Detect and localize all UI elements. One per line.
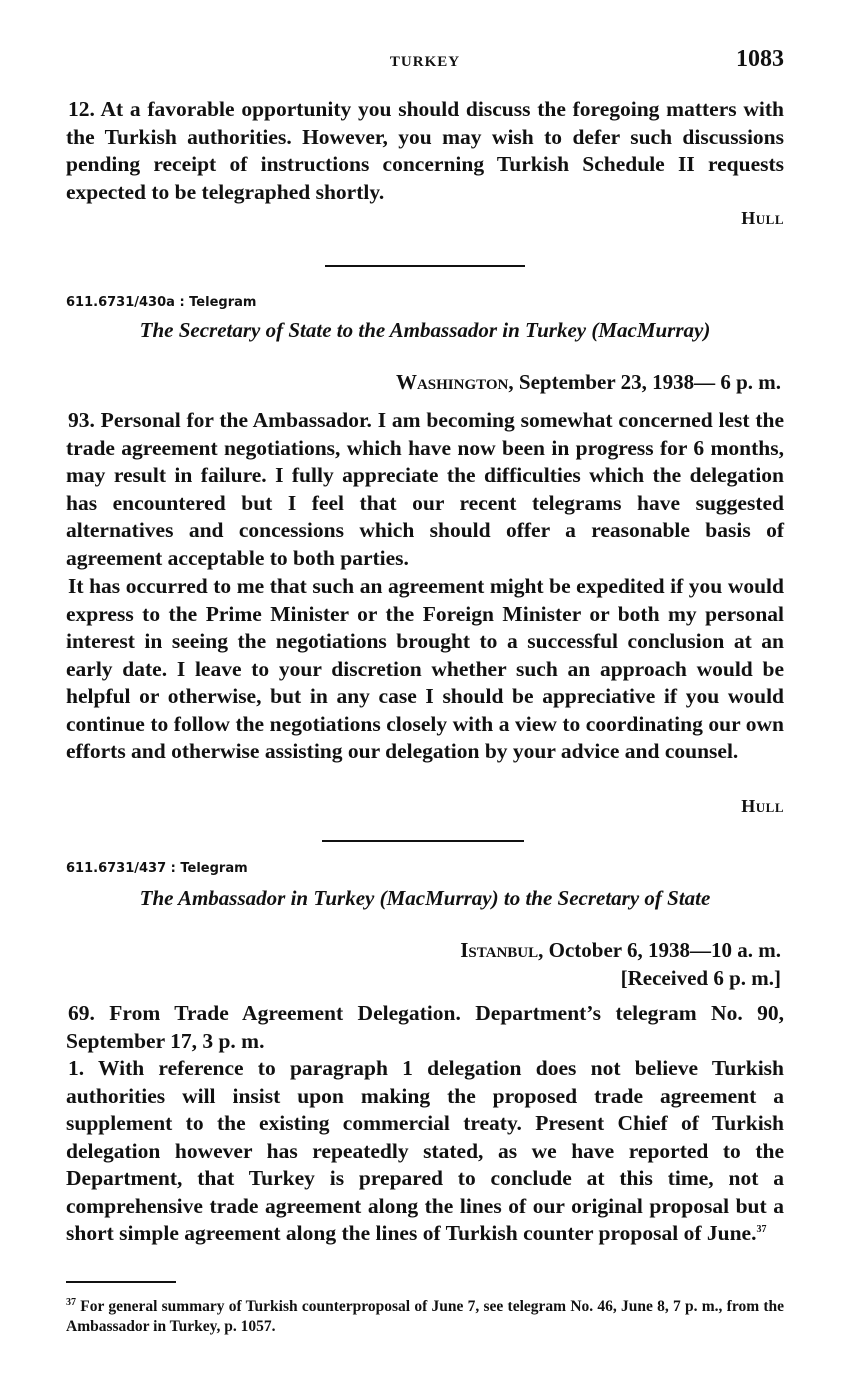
file-reference: 611.6731/437 : Telegram bbox=[66, 861, 248, 876]
section-divider bbox=[322, 840, 524, 842]
dateline bbox=[396, 370, 781, 395]
paragraph-1 bbox=[66, 1055, 784, 1248]
section-divider bbox=[325, 265, 525, 267]
footnote-marker: 37 bbox=[66, 1296, 76, 1308]
dateline bbox=[460, 938, 781, 963]
dateline-place: Istanbul bbox=[460, 938, 539, 962]
paragraph-12: 12. At a favorable opportunity you should discuss the foregoing matters with the Turkish authorities. However, you may wish to defer such discussions pending receipt of instructions concerning Turkish Schedule II requests expected to be telegraphed shortly. bbox=[66, 97, 784, 204]
paragraph-1-text: 1. With reference to paragraph 1 delegation does not believe Turkish authorities will insist upon making the proposed trade agreement a supplement to the existing commercial treaty. Present Chief of Turkish delegation however has repeatedly stated, as we have reported to the Department, that Turkey is prepared to conclude at this time, not a comprehensive trade agreement along the lines of our original proposal but a short simple agreement along the lines of Turkish counter proposal of June. bbox=[66, 1056, 784, 1245]
signature-hull-2: Hull bbox=[741, 796, 784, 816]
running-head: TURKEY bbox=[389, 54, 461, 70]
page-header bbox=[66, 48, 784, 78]
dateline-date: , September 23, 1938— 6 p. m. bbox=[508, 370, 781, 394]
footnote-text: For general summary of Turkish counterproposal of June 7, see telegram No. 46, June 8, 7 p. m., from the Ambassador in Turkey, p. 1057. bbox=[66, 1298, 785, 1335]
dateline-date: , October 6, 1938—10 a. m. bbox=[538, 938, 781, 962]
footnote-rule bbox=[66, 1281, 176, 1283]
signature-hull-1: Hull bbox=[741, 208, 784, 228]
page-number: 1083 bbox=[736, 46, 784, 72]
paragraph-69: 69. From Trade Agreement Delegation. Department’s telegram No. 90, September 17, 3 p. m. bbox=[66, 1001, 784, 1053]
footnote-reference: 37 bbox=[756, 1223, 767, 1235]
paragraph-body: It has occurred to me that such an agreement might be expedited if you would express to the Prime Minister or the Foreign Minister or both my personal interest in seeing the negotiations brought to a successful conclusion at an early date. I leave to your discretion whether such an approach would be helpful or otherwise, but in any case I should be appreciative if you would continue to follow the negotiations closely with a view to coordinating our own efforts and otherwise assisting our delegation by your advice and counsel. bbox=[66, 574, 784, 763]
file-reference: 611.6731/430a : Telegram bbox=[66, 295, 257, 310]
document-title: The Secretary of State to the Ambassador in Turkey (MacMurray) bbox=[139, 318, 711, 342]
footnote bbox=[66, 1297, 784, 1337]
received-note: [Received 6 p. m.] bbox=[620, 966, 781, 990]
document-title: The Ambassador in Turkey (MacMurray) to the Secretary of State bbox=[139, 886, 711, 910]
dateline-place: Washington bbox=[395, 370, 509, 394]
paragraph-93: 93. Personal for the Ambassador. I am becoming somewhat concerned lest the trade agreement negotiations, which have now been in progress for 6 months, may result in failure. I fully appreciate the difficulties which the delegation has encountered but I feel that our recent telegrams have suggested alternatives and concessions which should offer a reasonable basis of agreement acceptable to both parties. bbox=[66, 408, 784, 570]
